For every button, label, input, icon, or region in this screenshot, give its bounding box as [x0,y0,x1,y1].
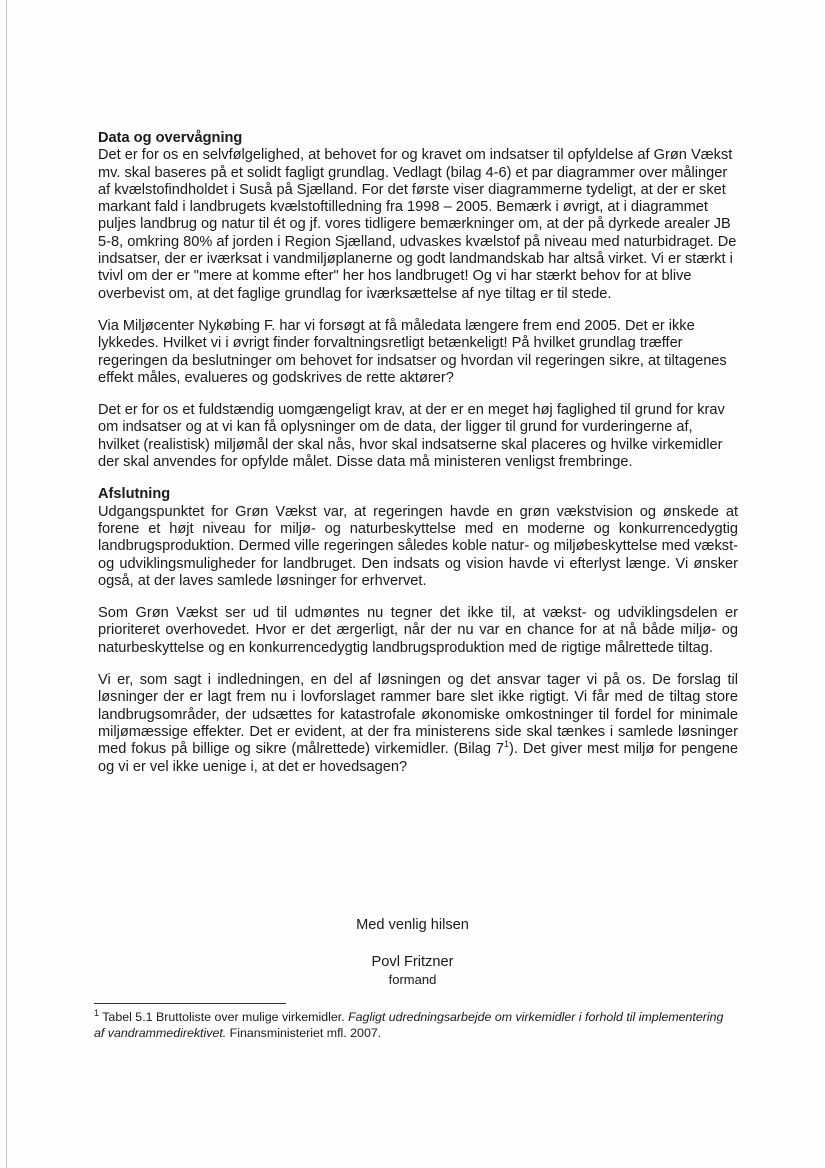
paragraph-afslutning-3 [98,672,738,776]
paragraph-data-2: Via Miljøcenter Nykøbing F. har vi forsøgt at få måledata længere frem end 2005. Det er ikke lykkedes. Hvilket vi i øvrigt finder forvaltningsretligt betænkeligt! På hvilket grundlag træffer regeringen da beslutninger om behovet for indsatser og hvordan vil regeringen sikre, at tiltagenes effekt måles, evalueres og godskrives de rette aktører? [98,317,727,386]
paragraph-afslutning-3-text: Vi er, som sagt i indledningen, en del af løsningen og det ansvar tager vi på os. De forslag til løsninger der er lagt frem nu i lovforslaget rammer bare slet ikke rigtigt. Vi får med de tiltag store landbrugsområder, der udsættes for katastrofale økonomiske omkostninger til fordel for minimale miljømæssige effekter. Det er evident, at der fra ministerens side skal tænkes i samlede løsninger med fokus på billige og sikre (målrettede) virkemidler. (Bilag 7 [98,672,738,758]
signoff-greeting: Med venlig hilsen [356,917,469,933]
signoff-title: formand [388,972,437,987]
scan-edge-line [6,0,7,1168]
footnote-mark: 1 [94,1007,100,1018]
paragraph-afslutning-3-end: ). Det giver mest miljø for pengene og vi er vel ikke uenige i, at det er hovedsagen? [98,741,739,775]
document-body [98,130,738,791]
footnote-divider [94,1003,286,1004]
footnote-title-italic: Fagligt udredningsarbejde om virkemidler i forhold til implementering af vandrammedirektivet. [94,1010,724,1040]
signoff-name: Povl Fritzner [371,954,454,970]
footnote-source: Finansministeriet mfl. 2007. [226,1025,382,1040]
paragraph-data-1: Det er for os en selvfølgelighed, at behovet for og kravet om indsatser til opfyldelse af Grøn Vækst mv. skal baseres på et solidt fagligt grundlag. Vedlagt (bilag 4-6) et par diagrammer over målinger af kvælstofindholdet i Suså på Sjælland. For det første viser diagrammerne tydeligt, at der er sket markant fald i landbrugets kvælstoftilledning fra 1998 – 2005. Bemærk i øvrigt, at i diagrammet puljes landbrug og natur til ét og jf. vores tidligere bemærkninger om, at der på dyrkede arealer JB 5-8, omkring 80% af jorden i Region Sjælland, udvaskes kvælstof på niveau med naturbidraget. De indsatser, der er iværksat i vandmiljøplanerne og godt landmandskab har altså virket. Vi er stærkt i tvivl om der er "mere at komme efter" her hos landbruget! Og vi har stærkt behov for at blive overbevist om, at det faglige grundlag for iværksættelse af nye tiltag er til stede. [98,147,737,302]
footnote-text: Tabel 5.1 Bruttoliste over mulige virkemidler. [99,1010,349,1024]
section-heading-afslutning: Afslutning [98,486,171,503]
paragraph-afslutning-1: Udgangspunktet for Grøn Vækst var, at regeringen havde en grøn vækstvision og ønskede at forene et højt niveau for miljø- og naturbeskyttelse med en moderne og konkurrencedygtig landbrugsproduktion. Dermed ville regeringen således koble natur- og miljøbeskyttelse med vækst- og udviklingsmuligheder for landbruget. Den indsats og vision havde vi efterlyst længe. Vi ønsker også, at der laves samlede løsninger for erhvervet. [98,503,738,589]
footnote [94,1007,734,1041]
paragraph-data-3: Det er for os et fuldstændig uomgængeligt krav, at der er en meget høj faglighed til grund for krav om indsatser og at vi kan få oplysninger om de data, der ligger til grund for vurderingerne af, hvilket (realistisk) miljømål der skal nås, hvor skal indsatserne skal placeres og hvilke virkemidler der skal anvendes for opfylde målet. Disse data må ministeren venligst frembringe. [98,402,725,471]
paragraph-afslutning-2: Som Grøn Vækst ser ud til udmøntes nu tegner det ikke til, at vækst- og udviklingsdelen er prioriteret overhovedet. Hvor er det ærgerligt, når der nu var en chance for at nå både miljø- og naturbeskyttelse og en konkurrencedygtig landbrugsproduktion med de rigtige målrettede tiltag. [98,605,738,656]
section-heading-data: Data og overvågning [98,130,243,146]
footnote-reference: 1 [503,739,509,750]
